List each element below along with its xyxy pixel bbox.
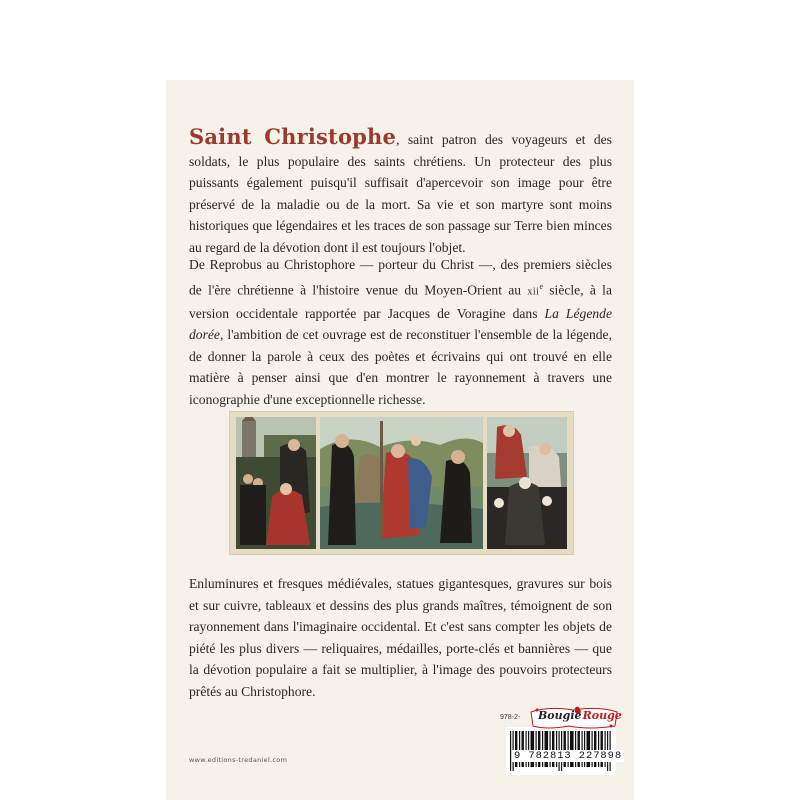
intro-text: , saint patron des voyageurs et des soldats, le plus populaire des saints chrétiens. Un protecteur des plus puissants également puisqu'il suffisait d'apercevoir son image pour être préservé de la maladie ou de la mort. Sa vie et son martyre sont moins historiques que légendaires et les traces de son passage sur Terre bien minces au regard de la dévotion dont il est toujours l'objet. (189, 132, 612, 255)
century-numeral: xii (527, 286, 540, 298)
triptych-left-panel (236, 417, 316, 549)
legend-text-3: , l'ambition de cet ouvrage est de reconstituer l'ensemble de la légende, de donner la parole à ceux des poètes et écrivains qui ont trouvé en elle matière à penser ainsi que d'en montrer le rayonnement à travers une iconographie d'une exceptionnelle richesse. (189, 327, 612, 407)
saint-christophe-painting (320, 417, 483, 549)
triptych-painting (229, 411, 574, 555)
barcode-number: 9 782813 227898 (514, 750, 623, 762)
paragraph-legend (189, 254, 612, 410)
legend-text-2: siècle, à la version occidentale rapportée par Jacques de Voragine dans (189, 282, 612, 321)
legend-text-1: De Reprobus au Christophore — porteur du Christ —, des premiers siècles de l'ère chrétienne à l'histoire venue du Moyen-Orient au (189, 257, 612, 298)
sticker-word-bougie: Bougie (538, 709, 582, 722)
donor-painting-left (236, 417, 316, 549)
legende-doree-title: La Légende dorée (189, 305, 612, 343)
book-title: Saint Christophe (189, 124, 397, 149)
sticker-word-rouge: Rouge (582, 709, 622, 722)
paragraph-intro (189, 126, 612, 258)
publisher-website: www.editions-tredaniel.com (189, 756, 288, 764)
isbn-prefix: 978-2- (500, 714, 521, 721)
donor-painting-right (487, 417, 567, 549)
paragraph-iconography: Enluminures et fresques médiévales, statues gigantesques, gravures sur bois et sur cuivre, tableaux et dessins des plus grands maîtres, témoignent de son rayonnement dans l'imaginaire occidental. Et c'est sans compter les objets de piété les plus divers — reliquaires, médailles, porte-clés et bannières — que la dévotion populaire a fait se multiplier, à l'image des pouvoirs protecteurs prêtés au Christophore. (189, 576, 612, 699)
century-superscript: e (539, 281, 543, 291)
triptych-center-panel (320, 417, 483, 549)
triptych-right-panel (487, 417, 567, 549)
sticker-label (538, 709, 622, 722)
